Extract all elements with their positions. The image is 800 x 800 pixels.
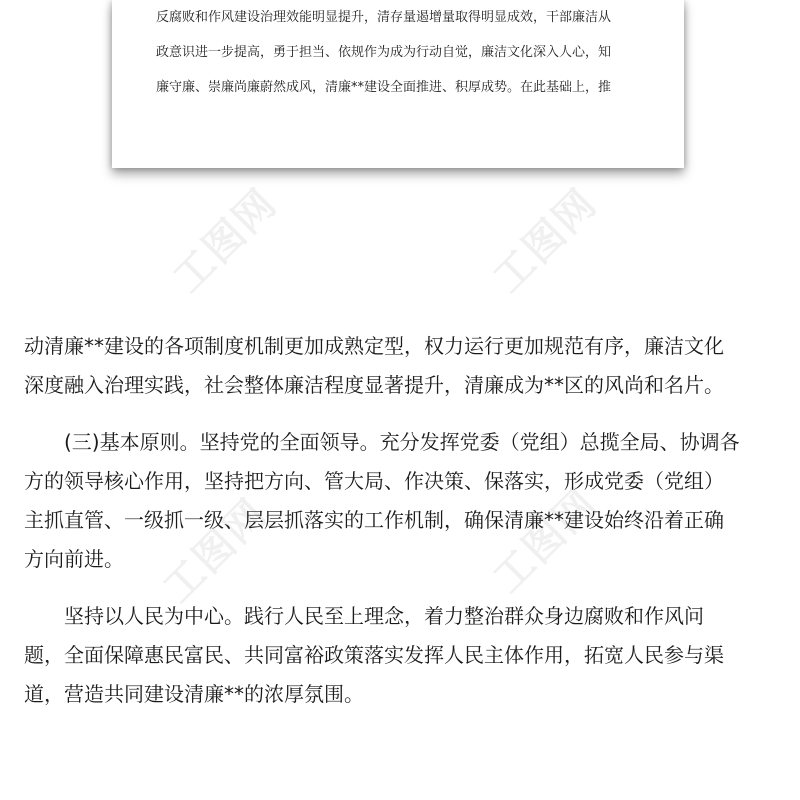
preview-line: 廉守廉、崇廉尚廉蔚然成风，清廉**建设全面推进、积厚成势。在此基础上，推 [156,80,612,95]
watermark: 工图网 [164,180,287,302]
paragraph [24,327,784,405]
body-line: 动清廉**建设的各项制度机制更加成熟定型，权力运行更加规范有序，廉洁文化 [24,334,724,358]
preview-text [156,0,656,105]
body-line: 主抓直管、一级抓一级、层层抓落实的工作机制，确保清廉**建设始终沿着正确 [24,508,724,532]
document-preview-card [112,0,684,168]
paragraph [24,423,784,579]
watermark: 工图网 [154,490,277,612]
body-line: 题，全面保障惠民富民、共同富裕政策落实发挥人民主体作用，拓宽人民参与渠 [24,643,724,667]
body-line: (三)基本原则。坚持党的全面领导。充分发挥党委（党组）总揽全局、协调各 [24,430,740,454]
body-line: 深度融入治理实践，社会整体廉洁程度显著提升，清廉成为**区的风尚和名片。 [24,373,724,397]
body-line: 方向前进。 [24,547,124,571]
preview-line: 反腐败和作风建设治理效能明显提升，清存量遏增量取得明显成效，干部廉洁从 [156,10,612,25]
preview-line: 政意识进一步提高，勇于担当、依规作为成为行动自觉，廉洁文化深入人心，知 [156,45,612,60]
watermark: 工图网 [484,480,607,602]
body-line: 方的领导核心作用，坚持把方向、管大局、作决策、保落实，形成党委（党组） [24,469,724,493]
body-line: 坚持以人民为中心。践行人民至上理念，着力整治群众身边腐败和作风问 [24,604,704,628]
paragraph [24,597,784,714]
watermark: 工图网 [484,180,607,302]
document-body [24,327,784,714]
body-line: 道，营造共同建设清廉**的浓厚氛围。 [24,682,364,706]
